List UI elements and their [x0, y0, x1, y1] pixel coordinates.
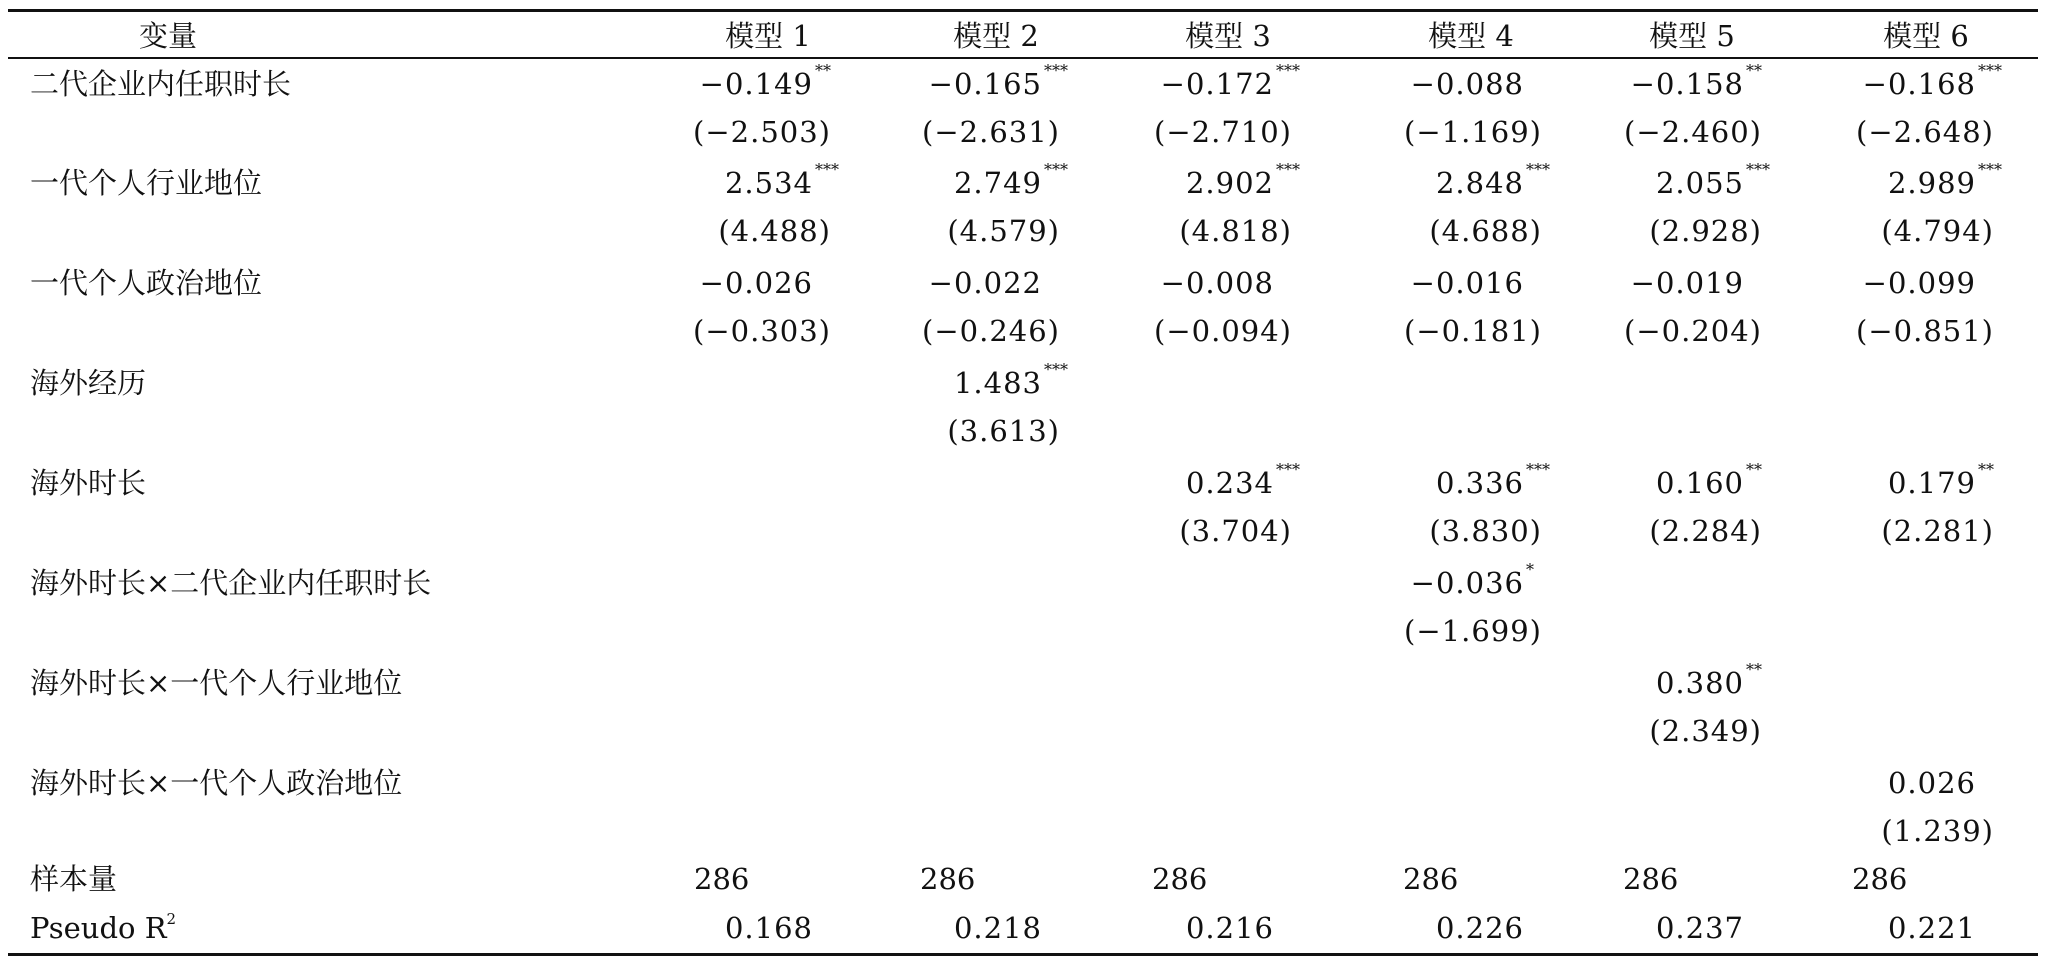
t-stat-cell: (4.818): [1179, 214, 1292, 248]
coef-value: −0.158: [1630, 67, 1744, 101]
coef-cell: [1160, 61, 1300, 103]
coef-cell: [1435, 460, 1550, 502]
significance-stars: ***: [1978, 61, 2002, 80]
significance-stars: **: [1978, 460, 1994, 479]
pseudo-r2-value: 0.218: [953, 911, 1042, 945]
t-stat-cell: (−0.303): [693, 314, 831, 348]
coef-cell: [953, 160, 1068, 202]
t-stat-cell: (4.794): [1881, 214, 1994, 248]
header-model-4: 模型 4: [1428, 19, 1514, 53]
t-stat-cell: (4.488): [718, 214, 831, 248]
coef-value: −0.019: [1630, 266, 1744, 300]
t-stat-cell: (−1.169): [1404, 115, 1542, 149]
significance-stars: ***: [1276, 160, 1300, 179]
header-model-2: 模型 2: [953, 19, 1039, 53]
pseudo-r2-value: 0.216: [1185, 911, 1274, 945]
t-stat-cell: (−2.648): [1856, 115, 1994, 149]
coef-value: −0.008: [1160, 266, 1274, 300]
coef-value: −0.088: [1410, 67, 1524, 101]
t-stat-cell: (2.928): [1649, 214, 1762, 248]
pseudo-r2-value: 0.226: [1435, 911, 1524, 945]
sample-size-value: 286: [1403, 862, 1459, 896]
sample-size-value: 286: [1852, 862, 1908, 896]
coef-value: −0.022: [928, 266, 1042, 300]
coef-cell: [928, 61, 1068, 103]
significance-stars: *: [1526, 560, 1534, 579]
coef-cell: [1655, 460, 1762, 502]
significance-stars: ***: [815, 160, 839, 179]
coef-cell: [1410, 560, 1534, 602]
coef-cell: [1887, 460, 1994, 502]
t-stat-cell: (3.830): [1429, 514, 1542, 548]
coef-value: 2.534: [724, 166, 813, 200]
t-stat-cell: (−1.699): [1404, 614, 1542, 648]
significance-stars: ***: [1746, 160, 1770, 179]
coef-value: 0.026: [1887, 766, 1976, 800]
row-label: 海外时长: [30, 466, 147, 500]
t-stat-cell: (3.704): [1179, 514, 1292, 548]
t-stat-cell: (2.281): [1881, 514, 1994, 548]
significance-stars: ***: [1276, 61, 1300, 80]
coef-value: 1.483: [953, 366, 1042, 400]
coef-cell: [1863, 264, 1976, 302]
coef-cell: [700, 264, 813, 302]
header-model-1: 模型 1: [725, 19, 811, 53]
sample-size-value: 286: [694, 862, 750, 896]
coef-value: 0.179: [1887, 466, 1976, 500]
coef-cell: [1631, 264, 1744, 302]
pseudo-r2-value: 0.237: [1655, 911, 1744, 945]
coef-cell: [699, 61, 831, 103]
t-stat-cell: (−0.851): [1856, 314, 1994, 348]
coef-value: −0.016: [1410, 266, 1524, 300]
t-stat-cell: (−0.246): [922, 314, 1060, 348]
significance-stars: **: [1746, 460, 1762, 479]
row-label: 一代个人政治地位: [30, 266, 263, 300]
t-stat-cell: (−0.204): [1624, 314, 1762, 348]
coef-cell: [1161, 264, 1274, 302]
coef-value: 0.160: [1655, 466, 1744, 500]
significance-stars: ***: [1978, 160, 2002, 179]
coef-cell: [1655, 160, 1770, 202]
coef-cell: [929, 264, 1042, 302]
coef-cell: [1185, 460, 1300, 502]
significance-stars: **: [1746, 61, 1762, 80]
bottom-rule: [8, 953, 2038, 956]
coef-cell: [1185, 160, 1300, 202]
pseudo-r2-label: Pseudo $R^2$: [30, 910, 177, 945]
sample-size-label: 样本量: [30, 862, 118, 896]
header-rule: [8, 57, 2038, 59]
t-stat-cell: (−2.631): [922, 115, 1060, 149]
coef-value: −0.099: [1862, 266, 1976, 300]
row-label: 海外时长×一代个人行业地位: [30, 666, 403, 700]
significance-stars: ***: [1276, 460, 1300, 479]
regression-table: [8, 9, 2038, 956]
row-label: 一代个人行业地位: [30, 166, 263, 200]
coef-value: 0.336: [1435, 466, 1524, 500]
t-stat-cell: (2.284): [1649, 514, 1762, 548]
sample-size-value: 286: [1623, 862, 1679, 896]
coef-cell: [1435, 160, 1550, 202]
row-label: 海外时长×一代个人政治地位: [30, 766, 403, 800]
header-model-3: 模型 3: [1185, 19, 1271, 53]
coef-cell: [724, 160, 839, 202]
significance-stars: **: [815, 61, 831, 80]
coef-value: 0.380: [1655, 666, 1744, 700]
t-stat-cell: (2.349): [1649, 714, 1762, 748]
coef-value: −0.168: [1862, 67, 1976, 101]
coef-value: −0.165: [928, 67, 1042, 101]
coef-value: −0.172: [1160, 67, 1274, 101]
row-label: 海外时长×二代企业内任职时长: [30, 566, 432, 600]
sample-size-value: 286: [1152, 862, 1208, 896]
pseudo-r2-value: 0.221: [1887, 911, 1976, 945]
row-label: 海外经历: [30, 366, 147, 400]
coef-cell: [1411, 65, 1524, 103]
t-stat-cell: (−0.181): [1404, 314, 1542, 348]
t-stat-cell: (−2.503): [693, 115, 831, 149]
header-model-6: 模型 6: [1883, 19, 1969, 53]
coef-cell: [1888, 764, 1976, 802]
header-variable: 变量: [138, 19, 198, 53]
coef-value: 2.749: [953, 166, 1042, 200]
significance-stars: ***: [1044, 160, 1068, 179]
coef-cell: [1887, 160, 2002, 202]
coef-value: 2.989: [1887, 166, 1976, 200]
row-label: 二代企业内任职时长: [30, 67, 292, 101]
t-stat-cell: (3.613): [947, 414, 1060, 448]
t-stat-cell: (−0.094): [1154, 314, 1292, 348]
coef-cell: [1655, 660, 1762, 702]
t-stat-cell: (−2.460): [1624, 115, 1762, 149]
t-stat-cell: (−2.710): [1154, 115, 1292, 149]
header-model-5: 模型 5: [1649, 19, 1735, 53]
coef-value: 0.234: [1185, 466, 1274, 500]
top-rule: [8, 9, 2038, 12]
significance-stars: ***: [1044, 61, 1068, 80]
coef-cell: [1411, 264, 1524, 302]
coef-value: −0.026: [699, 266, 813, 300]
t-stat-cell: (1.239): [1881, 814, 1994, 848]
significance-stars: **: [1746, 660, 1762, 679]
coef-cell: [1630, 61, 1762, 103]
t-stat-cell: (4.688): [1429, 214, 1542, 248]
coef-value: −0.036: [1410, 566, 1524, 600]
significance-stars: ***: [1526, 160, 1550, 179]
coef-value: 2.848: [1435, 166, 1524, 200]
significance-stars: ***: [1526, 460, 1550, 479]
coef-value: −0.149: [699, 67, 813, 101]
significance-stars: ***: [1044, 360, 1068, 379]
sample-size-value: 286: [920, 862, 976, 896]
coef-cell: [1862, 61, 2002, 103]
t-stat-cell: (4.579): [947, 214, 1060, 248]
pseudo-r2-value: 0.168: [724, 911, 813, 945]
coef-cell: [953, 360, 1068, 402]
coef-value: 2.055: [1655, 166, 1744, 200]
coef-value: 2.902: [1185, 166, 1274, 200]
